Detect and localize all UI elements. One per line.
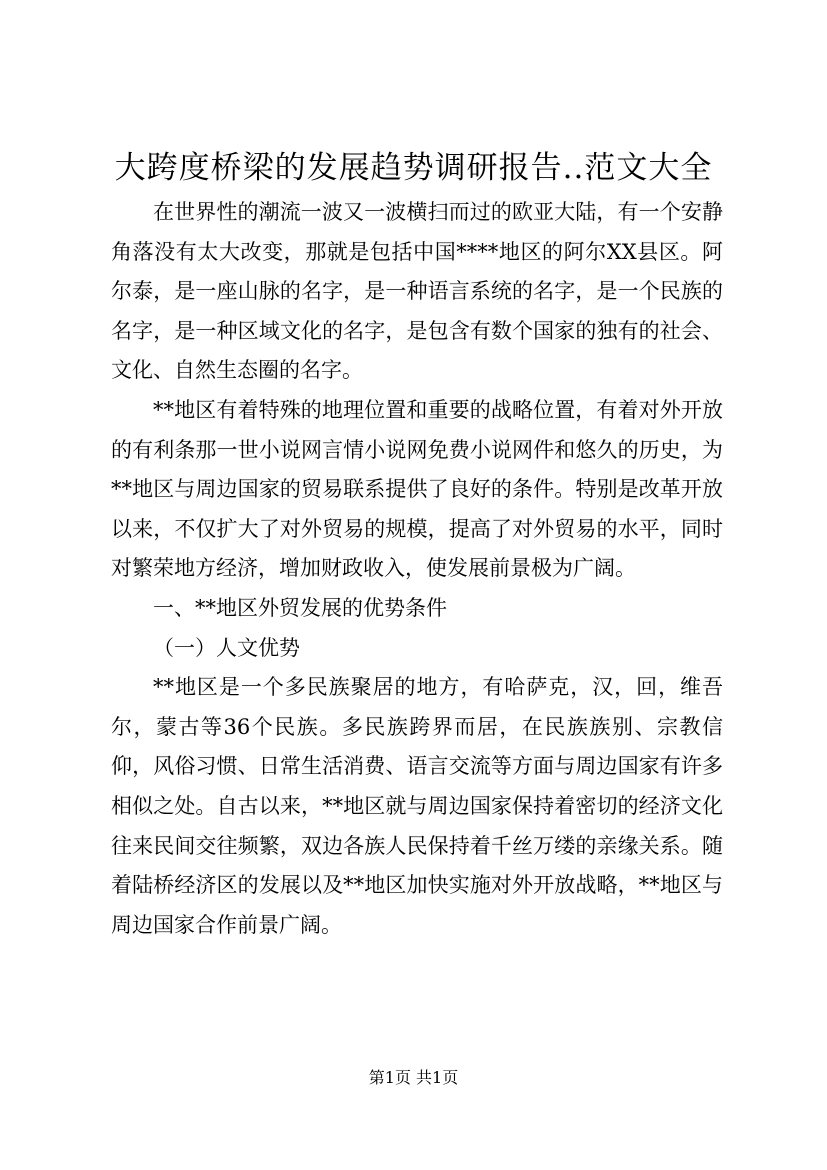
document-title: 大跨度桥梁的发展趋势调研报告..范文大全 [114, 150, 713, 186]
page-footer: 第1页 共1页 [368, 1068, 459, 1087]
subsection-heading: （一）人文优势 [153, 635, 300, 660]
paragraph-humanities: **地区是一个多民族聚居的地方，有哈萨克，汉，回，维吾尔，蒙古等36个民族。多民族跨界而居，在民族族别、宗教信仰，风俗习惯、日常生活消费、语言交流等方面与周边国家有许多相似之处。自古以来，**地区就与周边国家保持着密切的经济文化往来民间交往频繁，双边各族人民保持着千丝万缕的亲缘关系。随着陆桥经济区的发展以及**地区加快实施对外开放战略，**地区与周边国家合作前景广阔。 [111, 675, 723, 937]
section-heading: 一、**地区外贸发展的优势条件 [153, 595, 447, 620]
document-body [111, 193, 723, 945]
paragraph-intro: 在世界性的潮流一波又一波横扫而过的欧亚大陆，有一个安静角落没有太大改变，那就是包括中国****地区的阿尔XX县区。阿尔泰，是一座山脉的名字，是一种语言系统的名字，是一个民族的名字，是一种区域文化的名字，是包含有数个国家的独有的社会、文化、自然生态圈的名字。 [111, 200, 723, 383]
paragraph-location: **地区有着特殊的地理位置和重要的战略位置，有着对外开放的有利条那一世小说网言情小说网免费小说网件和悠久的历史，为**地区与周边国家的贸易联系提供了良好的条件。特别是改革开放以来，不仅扩大了对外贸易的规模，提高了对外贸易的水平，同时对繁荣地方经济，增加财政收入，使发展前景极为广阔。 [111, 397, 723, 581]
